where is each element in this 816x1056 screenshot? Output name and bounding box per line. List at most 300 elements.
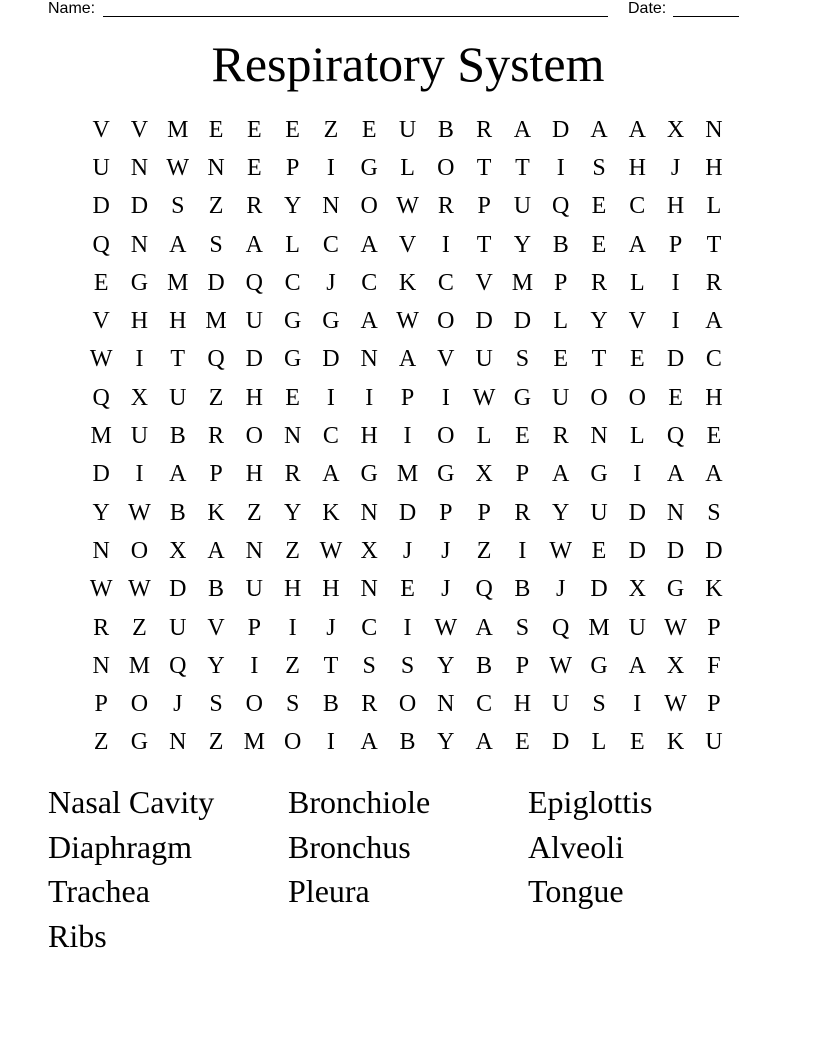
grid-letter[interactable]: D	[628, 499, 646, 526]
grid-letter[interactable]: Y	[590, 308, 608, 335]
grid-letter[interactable]: N	[360, 499, 378, 526]
grid-letter[interactable]: X	[628, 576, 646, 603]
grid-letter[interactable]: N	[322, 193, 340, 220]
grid-letter[interactable]: I	[441, 384, 450, 411]
grid-letter[interactable]: M	[588, 614, 610, 641]
grid-letter[interactable]: T	[476, 154, 492, 181]
grid-letter[interactable]: E	[361, 116, 377, 143]
grid-letter[interactable]: M	[128, 652, 151, 679]
grid-letter[interactable]: B	[476, 652, 493, 679]
grid-letter[interactable]: Q	[169, 652, 187, 679]
grid-letter[interactable]: G	[130, 269, 149, 296]
grid-letter[interactable]: D	[666, 346, 685, 373]
header-line	[48, 0, 748, 20]
name-field[interactable]	[103, 16, 608, 17]
grid-letter[interactable]: W	[128, 576, 151, 603]
grid-letter[interactable]: X	[666, 652, 685, 679]
grid-letter[interactable]: I	[633, 461, 642, 488]
grid-letter[interactable]: H	[360, 423, 378, 450]
grid-letter[interactable]: P	[668, 231, 683, 258]
word-list-item: Pleura	[288, 873, 370, 910]
grid-letter[interactable]: W	[396, 193, 419, 220]
grid-letter[interactable]: E	[247, 116, 262, 143]
grid-letter[interactable]: B	[514, 576, 531, 603]
grid-letter[interactable]: G	[360, 154, 378, 181]
grid-letter[interactable]: D	[169, 576, 187, 603]
grid-letter[interactable]: I	[556, 154, 565, 181]
grid-letter[interactable]: N	[360, 346, 378, 373]
grid-letter[interactable]: N	[207, 154, 225, 181]
grid-letter[interactable]: P	[477, 499, 491, 526]
grid-letter[interactable]: Z	[208, 193, 224, 220]
grid-letter[interactable]: D	[666, 537, 685, 564]
grid-letter[interactable]: W	[664, 614, 687, 641]
grid-letter[interactable]: R	[437, 193, 454, 220]
grid-letter[interactable]: S	[515, 614, 530, 641]
grid-letter[interactable]: U	[552, 384, 570, 411]
grid-letter[interactable]: M	[90, 423, 112, 450]
grid-letter[interactable]: A	[705, 308, 723, 335]
grid-letter[interactable]: Z	[285, 537, 300, 564]
grid-letter[interactable]: C	[705, 346, 722, 373]
grid-letter[interactable]: E	[591, 231, 607, 258]
grid-letter[interactable]: A	[169, 231, 187, 258]
grid-letter[interactable]: G	[130, 729, 149, 756]
word-list-item: Bronchiole	[288, 784, 431, 820]
grid-letter[interactable]: R	[514, 499, 531, 526]
grid-letter[interactable]: O	[437, 154, 455, 181]
word-list-item: Ribs	[48, 918, 107, 955]
grid-letter[interactable]: J	[326, 269, 336, 296]
grid-letter[interactable]: P	[94, 691, 108, 718]
grid-letter[interactable]: Y	[92, 499, 110, 526]
grid-letter[interactable]: P	[439, 499, 453, 526]
grid-letter[interactable]: E	[93, 269, 109, 296]
grid-letter[interactable]: Z	[93, 729, 109, 756]
grid-letter[interactable]: I	[403, 423, 412, 450]
grid-letter[interactable]: C	[361, 614, 378, 641]
grid-letter[interactable]: N	[360, 576, 378, 603]
grid-letter[interactable]: P	[400, 384, 415, 411]
grid-letter[interactable]: N	[705, 116, 723, 143]
grid-letter[interactable]: H	[628, 154, 646, 181]
grid-letter[interactable]: A	[513, 116, 532, 143]
grid-letter[interactable]: T	[170, 346, 186, 373]
grid-letter[interactable]: O	[130, 691, 149, 718]
grid-letter[interactable]: H	[705, 384, 723, 411]
grid-letter[interactable]: N	[245, 537, 263, 564]
grid-letter[interactable]: B	[399, 729, 416, 756]
grid-letter[interactable]: Y	[283, 499, 302, 526]
grid-letter[interactable]: T	[323, 652, 339, 679]
date-label: Date:	[628, 0, 667, 17]
grid-letter[interactable]: U	[169, 614, 187, 641]
grid-letter[interactable]: N	[130, 154, 149, 181]
grid-letter[interactable]: Q	[245, 269, 263, 296]
grid-letter[interactable]: C	[361, 269, 378, 296]
grid-letter[interactable]: G	[360, 461, 378, 488]
grid-letter[interactable]: W	[319, 537, 343, 564]
grid-letter[interactable]: W	[166, 154, 190, 181]
grid-letter[interactable]: E	[285, 116, 300, 143]
grid-letter[interactable]: O	[245, 691, 263, 718]
grid-letter[interactable]: Q	[552, 193, 570, 220]
grid-letter[interactable]: P	[707, 691, 721, 718]
grid-letter[interactable]: I	[326, 154, 335, 181]
grid-letter[interactable]: M	[511, 269, 534, 296]
grid-letter[interactable]: M	[396, 461, 419, 488]
grid-letter[interactable]: D	[590, 576, 608, 603]
grid-letter[interactable]: W	[434, 614, 458, 641]
grid-letter[interactable]: S	[592, 154, 606, 181]
grid-letter[interactable]: D	[322, 346, 340, 373]
grid-letter[interactable]: N	[283, 423, 302, 450]
grid-letter[interactable]: A	[666, 461, 685, 488]
grid-letter[interactable]: A	[628, 652, 646, 679]
grid-letter[interactable]: D	[245, 346, 263, 373]
grid-letter[interactable]: Q	[475, 576, 493, 603]
grid-letter[interactable]: H	[245, 461, 263, 488]
grid-letter[interactable]: J	[173, 691, 183, 718]
grid-letter[interactable]: E	[629, 729, 645, 756]
grid-letter[interactable]: S	[285, 691, 300, 718]
grid-letter[interactable]: B	[437, 116, 454, 143]
grid-letter[interactable]: I	[671, 269, 680, 296]
grid-letter[interactable]: B	[169, 499, 186, 526]
grid-letter[interactable]: N	[130, 231, 149, 258]
grid-letter[interactable]: I	[135, 346, 144, 373]
grid-letter[interactable]: S	[362, 652, 376, 679]
grid-letter[interactable]: H	[666, 193, 685, 220]
grid-letter[interactable]: C	[437, 269, 454, 296]
grid-letter[interactable]: I	[403, 614, 412, 641]
grid-letter[interactable]: U	[513, 193, 532, 220]
grid-letter[interactable]: X	[360, 537, 378, 564]
grid-letter[interactable]: A	[245, 231, 263, 258]
grid-letter[interactable]: U	[552, 691, 570, 718]
grid-letter[interactable]: V	[437, 346, 455, 373]
grid-letter[interactable]: V	[628, 308, 646, 335]
grid-letter[interactable]: P	[285, 154, 300, 181]
grid-letter[interactable]: L	[591, 729, 607, 756]
grid-letter[interactable]: P	[247, 614, 262, 641]
grid-letter[interactable]: C	[322, 231, 339, 258]
grid-letter[interactable]: O	[130, 537, 149, 564]
grid-letter[interactable]: O	[437, 308, 455, 335]
grid-letter[interactable]: U	[705, 729, 723, 756]
grid-letter[interactable]: D	[628, 537, 646, 564]
grid-letter[interactable]: D	[207, 269, 225, 296]
grid-letter[interactable]: R	[591, 269, 608, 296]
grid-letter[interactable]: N	[437, 691, 455, 718]
grid-letter[interactable]: S	[171, 193, 185, 220]
grid-letter[interactable]: U	[245, 576, 263, 603]
grid-letter[interactable]: A	[360, 308, 378, 335]
grid-letter[interactable]: V	[92, 116, 110, 143]
grid-letter[interactable]: D	[130, 193, 149, 220]
grid-letter[interactable]: R	[284, 461, 301, 488]
grid-letter[interactable]: U	[475, 346, 493, 373]
grid-letter[interactable]: Y	[437, 729, 455, 756]
grid-letter[interactable]: G	[283, 346, 302, 373]
grid-letter[interactable]: C	[322, 423, 339, 450]
word-list-item: Epiglottis	[528, 784, 653, 820]
grid-letter[interactable]: D	[475, 308, 493, 335]
grid-letter[interactable]: L	[400, 154, 415, 181]
grid-letter[interactable]: P	[209, 461, 223, 488]
grid-letter[interactable]: H	[169, 308, 187, 335]
grid-letter[interactable]: J	[556, 576, 566, 603]
grid-letter[interactable]: Q	[552, 614, 570, 641]
grid-letter[interactable]: T	[706, 231, 722, 258]
grid-letter[interactable]: S	[400, 652, 415, 679]
grid-letter[interactable]: Z	[247, 499, 262, 526]
grid-letter[interactable]: I	[288, 614, 297, 641]
grid-letter[interactable]: W	[89, 576, 113, 603]
grid-letter[interactable]: P	[707, 614, 721, 641]
grid-letter[interactable]: U	[628, 614, 646, 641]
grid-letter[interactable]: P	[554, 269, 568, 296]
grid-letter[interactable]: A	[360, 729, 378, 756]
grid-letter[interactable]: L	[553, 308, 569, 335]
grid-letter[interactable]: J	[441, 576, 451, 603]
grid-letter[interactable]: Q	[92, 231, 110, 258]
grid-letter[interactable]: D	[398, 499, 417, 526]
grid-letter[interactable]: N	[169, 729, 187, 756]
grid-letter[interactable]: I	[633, 691, 642, 718]
grid-letter[interactable]: H	[705, 154, 723, 181]
grid-letter[interactable]: W	[549, 537, 573, 564]
grid-letter[interactable]: U	[130, 423, 149, 450]
grid-letter[interactable]: I	[671, 308, 680, 335]
grid-letter[interactable]: E	[285, 384, 300, 411]
grid-letter[interactable]: P	[515, 652, 530, 679]
grid-letter[interactable]: Z	[323, 116, 339, 143]
grid-letter[interactable]: U	[590, 499, 608, 526]
grid-letter[interactable]: X	[666, 116, 685, 143]
grid-letter[interactable]: U	[245, 308, 263, 335]
grid-letter[interactable]: A	[475, 614, 493, 641]
grid-letter[interactable]: N	[92, 652, 110, 679]
grid-letter[interactable]: E	[591, 537, 607, 564]
grid-letter[interactable]: A	[475, 729, 493, 756]
grid-letter[interactable]: W	[89, 346, 113, 373]
grid-letter[interactable]: C	[284, 269, 301, 296]
grid-letter[interactable]: I	[441, 231, 450, 258]
grid-letter[interactable]: W	[128, 499, 151, 526]
grid-letter[interactable]: O	[360, 193, 378, 220]
grid-letter[interactable]: M	[167, 116, 189, 143]
grid-letter[interactable]: T	[476, 231, 492, 258]
grid-letter[interactable]: C	[476, 691, 493, 718]
grid-letter[interactable]: G	[590, 461, 608, 488]
grid-letter[interactable]: D	[552, 116, 570, 143]
grid-letter[interactable]: P	[477, 193, 491, 220]
grid-letter[interactable]: Q	[666, 423, 685, 450]
grid-letter[interactable]: J	[670, 154, 681, 181]
grid-letter[interactable]: H	[130, 308, 149, 335]
grid-letter[interactable]: W	[549, 652, 573, 679]
grid-letter[interactable]: B	[322, 691, 339, 718]
grid-letter[interactable]: J	[402, 537, 413, 564]
grid-letter[interactable]: O	[590, 384, 608, 411]
grid-letter[interactable]: G	[437, 461, 455, 488]
grid-letter[interactable]: V	[398, 231, 417, 258]
grid-letter[interactable]: A	[360, 231, 378, 258]
grid-letter[interactable]: E	[706, 423, 722, 450]
grid-letter[interactable]: E	[400, 576, 415, 603]
grid-letter[interactable]: I	[365, 384, 374, 411]
grid-letter[interactable]: I	[250, 652, 259, 679]
grid-letter[interactable]: V	[92, 308, 110, 335]
grid-letter[interactable]: D	[92, 461, 110, 488]
grid-letter[interactable]: U	[169, 384, 187, 411]
grid-letter[interactable]: B	[208, 576, 225, 603]
grid-letter[interactable]: G	[666, 576, 685, 603]
grid-letter[interactable]: Z	[208, 729, 224, 756]
grid-letter[interactable]: A	[628, 231, 646, 258]
grid-letter[interactable]: I	[135, 461, 144, 488]
grid-letter[interactable]: U	[398, 116, 417, 143]
grid-letter[interactable]: U	[92, 154, 110, 181]
grid-letter[interactable]: D	[705, 537, 723, 564]
grid-letter[interactable]: G	[513, 384, 532, 411]
grid-letter[interactable]: E	[247, 154, 262, 181]
grid-letter[interactable]: K	[705, 576, 723, 603]
grid-letter[interactable]: G	[322, 308, 340, 335]
grid-letter[interactable]: A	[322, 461, 340, 488]
grid-letter[interactable]: S	[209, 231, 223, 258]
grid-letter[interactable]: R	[476, 116, 493, 143]
grid-letter[interactable]: S	[707, 499, 721, 526]
grid-letter[interactable]: Z	[208, 384, 224, 411]
grid-letter[interactable]: O	[245, 423, 263, 450]
grid-letter[interactable]: G	[283, 308, 302, 335]
grid-letter[interactable]: O	[628, 384, 646, 411]
grid-letter[interactable]: O	[398, 691, 417, 718]
grid-letter[interactable]: E	[591, 193, 607, 220]
grid-letter[interactable]: W	[472, 384, 496, 411]
grid-letter[interactable]: V	[475, 269, 493, 296]
grid-letter[interactable]: E	[515, 729, 530, 756]
grid-letter[interactable]: O	[437, 423, 455, 450]
grid-letter[interactable]: X	[130, 384, 149, 411]
grid-letter[interactable]: R	[208, 423, 225, 450]
grid-letter[interactable]: L	[706, 193, 722, 220]
grid-letter[interactable]: E	[553, 346, 569, 373]
grid-letter[interactable]: D	[552, 729, 570, 756]
grid-letter[interactable]: E	[515, 423, 530, 450]
grid-letter[interactable]: D	[513, 308, 532, 335]
grid-letter[interactable]: T	[515, 154, 530, 181]
grid-letter[interactable]: S	[515, 346, 530, 373]
grid-letter[interactable]: T	[591, 346, 607, 373]
grid-letter[interactable]: M	[167, 269, 189, 296]
grid-letter[interactable]: E	[629, 346, 645, 373]
grid-letter[interactable]: R	[705, 269, 722, 296]
grid-letter[interactable]: P	[515, 461, 530, 488]
grid-letter[interactable]: L	[476, 423, 492, 450]
grid-letter[interactable]: Z	[476, 537, 492, 564]
grid-letter[interactable]: C	[629, 193, 646, 220]
grid-letter[interactable]: M	[205, 308, 227, 335]
grid-letter[interactable]: S	[592, 691, 606, 718]
grid-letter[interactable]: X	[475, 461, 493, 488]
grid-letter[interactable]: J	[326, 614, 336, 641]
grid-letter[interactable]: L	[285, 231, 300, 258]
grid-letter[interactable]: I	[326, 729, 335, 756]
grid-letter[interactable]: X	[169, 537, 187, 564]
grid-letter[interactable]: K	[666, 729, 685, 756]
grid-letter[interactable]: Q	[207, 346, 225, 373]
grid-letter[interactable]: R	[361, 691, 378, 718]
grid-letter[interactable]: Y	[513, 231, 532, 258]
grid-letter[interactable]: V	[207, 614, 225, 641]
grid-letter[interactable]: D	[92, 193, 110, 220]
grid-letter[interactable]: A	[705, 461, 723, 488]
grid-letter[interactable]: Y	[437, 652, 455, 679]
grid-letter[interactable]: Z	[285, 652, 300, 679]
grid-letter[interactable]: Z	[132, 614, 147, 641]
grid-letter[interactable]: H	[322, 576, 340, 603]
grid-letter[interactable]: W	[396, 308, 419, 335]
grid-letter[interactable]: A	[169, 461, 187, 488]
grid-letter[interactable]: Y	[207, 652, 225, 679]
grid-letter[interactable]: Y	[283, 193, 302, 220]
grid-letter[interactable]: A	[628, 116, 646, 143]
grid-letter[interactable]: Y	[552, 499, 570, 526]
grid-letter[interactable]: N	[92, 537, 110, 564]
grid-letter[interactable]: H	[245, 384, 263, 411]
grid-letter[interactable]: A	[207, 537, 225, 564]
grid-letter[interactable]: V	[130, 116, 149, 143]
grid-letter[interactable]: B	[169, 423, 186, 450]
grid-letter[interactable]: H	[513, 691, 532, 718]
grid-letter[interactable]: A	[590, 116, 608, 143]
grid-letter[interactable]: W	[664, 691, 687, 718]
grid-letter[interactable]: N	[666, 499, 685, 526]
grid-letter[interactable]: O	[283, 729, 302, 756]
grid-letter[interactable]: R	[552, 423, 569, 450]
word-list	[48, 782, 768, 961]
grid-letter[interactable]: I	[326, 384, 335, 411]
grid-letter[interactable]: M	[243, 729, 265, 756]
grid-letter[interactable]: S	[209, 691, 223, 718]
grid-letter[interactable]: F	[707, 652, 721, 679]
grid-letter[interactable]: K	[207, 499, 225, 526]
grid-letter[interactable]: K	[322, 499, 340, 526]
grid-letter[interactable]: J	[441, 537, 451, 564]
grid-letter[interactable]: G	[590, 652, 608, 679]
grid-letter[interactable]: L	[629, 269, 645, 296]
word-list-item: Nasal Cavity	[48, 784, 215, 820]
grid-letter[interactable]: L	[629, 423, 645, 450]
grid-letter[interactable]: K	[398, 269, 417, 296]
name-label: Name:	[48, 0, 96, 17]
grid-letter[interactable]: E	[208, 116, 224, 143]
grid-letter[interactable]: A	[552, 461, 570, 488]
grid-letter[interactable]: I	[518, 537, 527, 564]
grid-letter[interactable]: H	[283, 576, 302, 603]
grid-letter[interactable]: A	[398, 346, 417, 373]
grid-letter[interactable]: R	[93, 614, 110, 641]
grid-letter[interactable]: Q	[92, 384, 110, 411]
grid-letter[interactable]: E	[668, 384, 683, 411]
grid-letter[interactable]: R	[246, 193, 263, 220]
grid-letter[interactable]: B	[552, 231, 569, 258]
date-field[interactable]	[673, 16, 739, 17]
grid-letter[interactable]: N	[590, 423, 608, 450]
